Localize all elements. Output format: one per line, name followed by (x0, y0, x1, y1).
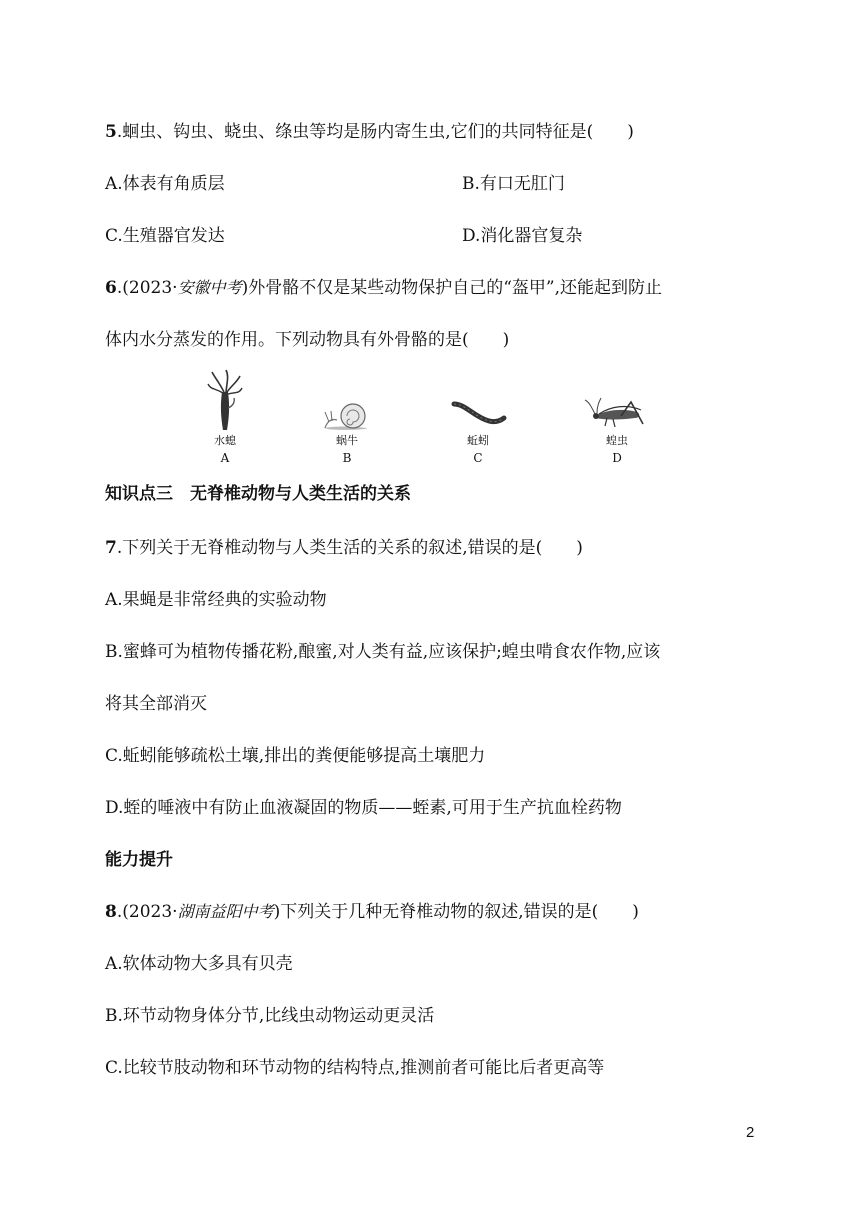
q7-option-c: C.蚯蚓能够疏松土壤,排出的粪便能够提高土壤肥力 (105, 746, 486, 766)
question-text: )下列关于几种无脊椎动物的叙述,错误的是( (273, 902, 599, 922)
question-text: )外骨骼不仅是某些动物保护自己的“盔甲”,还能起到防止 (241, 278, 662, 298)
question-number: 6 (105, 278, 117, 298)
source-open: .(2023· (116, 278, 178, 298)
close-paren: ) (576, 538, 583, 558)
question-number: 8 (105, 902, 117, 922)
question-5-stem (105, 120, 634, 144)
question-6-stem (105, 276, 662, 300)
q7-option-b-cont: 将其全部消灭 (105, 694, 207, 714)
question-number: 5 (105, 122, 117, 142)
hydra-icon (185, 368, 265, 434)
figure-label: 蚯蚓 (467, 434, 489, 447)
section-heading: 知识点三 无脊椎动物与人类生活的关系 (105, 484, 411, 504)
source-open: .(2023· (116, 902, 178, 922)
locust-icon (577, 368, 657, 434)
section-heading: 能力提升 (105, 850, 173, 870)
question-number: 7 (105, 538, 117, 558)
animal-figure (185, 368, 685, 472)
figure-item-c (438, 368, 518, 472)
question-8-stem (105, 900, 639, 924)
figure-item-a (185, 368, 265, 472)
q7-option-b: B.蜜蜂可为植物传播花粉,酿蜜,对人类有益,应该保护;蝗虫啃食农作物,应该 (105, 642, 661, 662)
figure-label: 蜗牛 (336, 434, 358, 447)
q8-option-c: C.比较节肢动物和环节动物的结构特点,推测前者可能比后者更高等 (105, 1058, 605, 1078)
figure-letter: D (612, 451, 622, 465)
figure-item-b (307, 368, 387, 472)
q5-option-b: B.有口无肛门 (462, 174, 565, 194)
figure-letter: C (473, 451, 483, 465)
close-paren: ) (627, 122, 634, 142)
earthworm-icon (438, 368, 518, 434)
q8-option-b: B.环节动物身体分节,比线虫动物运动更灵活 (105, 1006, 435, 1026)
q5-option-c: C.生殖器官发达 (105, 226, 225, 246)
q8-option-a: A.软体动物大多具有贝壳 (105, 954, 293, 974)
exam-source: 安徽中考 (177, 278, 242, 297)
question-text: 体内水分蒸发的作用。下列动物具有外骨骼的是( (105, 330, 469, 350)
question-text: .下列关于无脊椎动物与人类生活的关系的叙述,错误的是( (116, 538, 543, 558)
question-6-stem-line2 (105, 328, 509, 352)
question-7-stem (105, 536, 583, 560)
snail-icon (307, 368, 387, 434)
figure-item-d (577, 368, 657, 472)
q7-option-d: D.蛭的唾液中有防止血液凝固的物质——蛭素,可用于生产抗血栓药物 (105, 798, 622, 818)
question-text: .蛔虫、钩虫、蛲虫、绦虫等均是肠内寄生虫,它们的共同特征是( (116, 122, 594, 142)
figure-letter: B (342, 451, 352, 465)
q7-option-a: A.果蝇是非常经典的实验动物 (105, 590, 327, 610)
close-paren: ) (502, 330, 510, 350)
q5-option-d: D.消化器官复杂 (462, 226, 583, 246)
close-paren: ) (632, 902, 639, 922)
figure-letter: A (220, 451, 230, 465)
figure-label: 水螅 (214, 434, 236, 447)
exam-source: 湖南益阳中考 (177, 902, 274, 921)
q5-option-a: A.体表有角质层 (105, 174, 225, 194)
page-number: 2 (746, 1124, 755, 1141)
figure-label: 蝗虫 (606, 434, 628, 447)
